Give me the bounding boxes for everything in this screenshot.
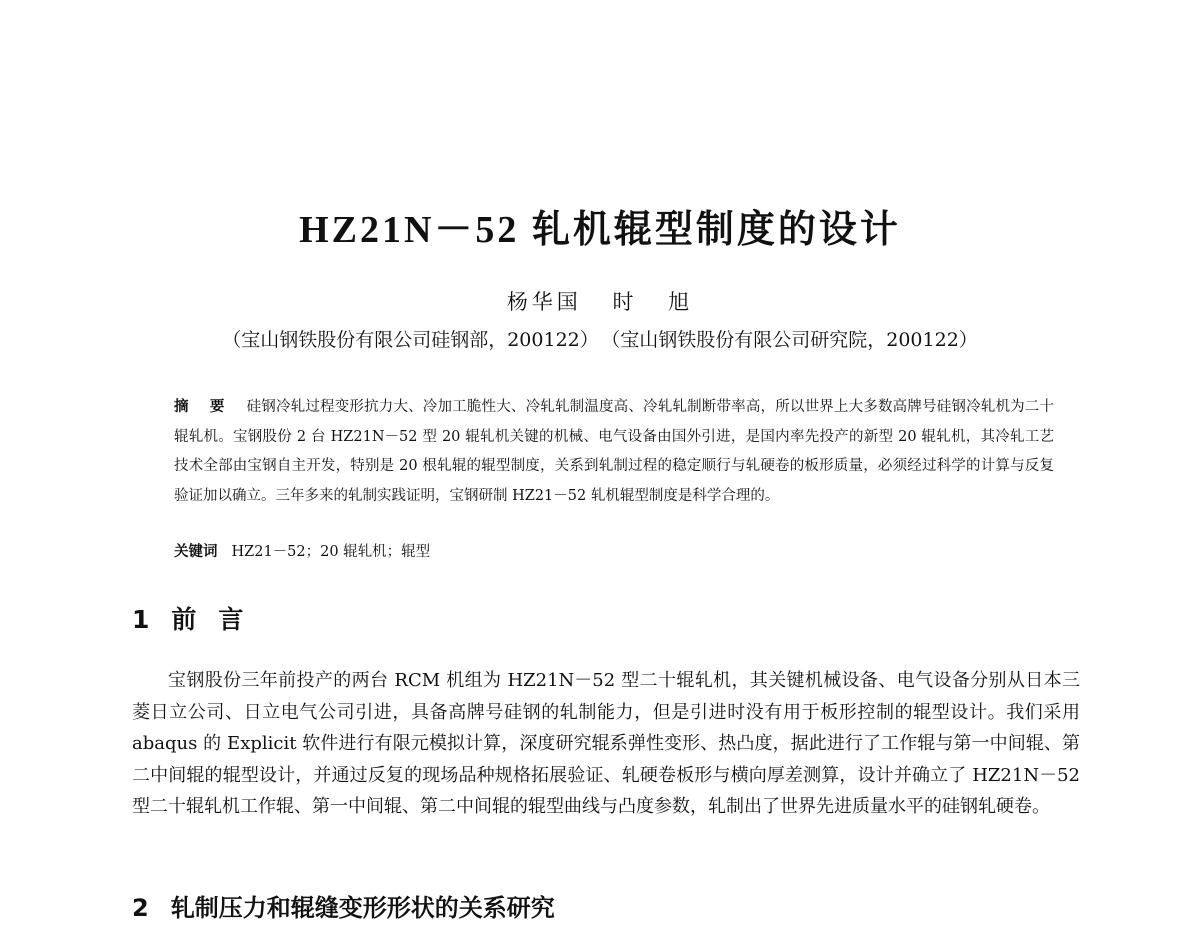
section-2-title: 轧制压力和辊缝变形形状的关系研究	[170, 894, 555, 922]
abstract-label: 摘 要	[174, 398, 233, 415]
section-1-title: 前言	[171, 605, 266, 634]
affiliations	[0, 325, 1200, 352]
abstract	[174, 392, 1054, 511]
keywords-text: HZ21－52；20 辊轧机；辊型	[231, 544, 431, 560]
section-1-paragraph: 宝钢股份三年前投产的两台 RCM 机组为 HZ21N－52 型二十辊轧机，其关键机械设备、电气设备分别从日本三菱日立公司、日立电气公司引进，具备高牌号硅钢的轧制能力，但是引进时没有用于板形控制的辊型设计。我们采用 abaqus 的 Explicit 软件进行有限元模拟计算，深度研究辊系弹性变形、热凸度，据此进行了工作辊与第一中间辊、第二中间辊的辊型设计，并通过反复的现场品种规格拓展验证、轧硬卷板形与横向厚差测算，设计并确立了 HZ21N－52 型二十辊轧机工作辊、第一中间辊、第二中间辊的辊型曲线与凸度参数，轧制出了世界先进质量水平的硅钢轧硬卷。	[132, 670, 1080, 817]
section-2-number: 2	[132, 894, 149, 922]
section-1-number: 1	[132, 605, 150, 634]
keywords-label: 关键词	[174, 543, 218, 560]
authors: 杨华国 时 旭	[506, 290, 694, 314]
affiliation-1: （宝山钢铁股份有限公司硅钢部，200122）	[222, 329, 599, 351]
affiliation-2: （宝山钢铁股份有限公司研究院，200122）	[610, 329, 978, 351]
keywords	[174, 540, 1054, 561]
abstract-text: 硅钢冷轧过程变形抗力大、冷加工脆性大、冷轧轧制温度高、冷轧轧制断带率高，所以世界上大多数高牌号硅钢冷轧机为二十辊轧机。宝钢股份 2 台 HZ21N－52 型 20 辊轧机关键的机械、电气设备由国外引进，是国内率先投产的新型 20 辊轧机，其冷轧工艺技术全部由宝钢自主开发，特别是 20 根轧辊的辊型制度，关系到轧制过程的稳定顺行与轧硬卷的板形质量，必须经过科学的计算与反复验证加以确立。三年多来的轧制实践证明，宝钢研制 HZ21－52 轧机辊型制度是科学合理的。	[174, 399, 1054, 504]
section-2-heading	[132, 888, 555, 923]
section-1-heading	[132, 600, 265, 636]
paper-title: HZ21N－52 轧机辊型制度的设计	[299, 209, 901, 251]
